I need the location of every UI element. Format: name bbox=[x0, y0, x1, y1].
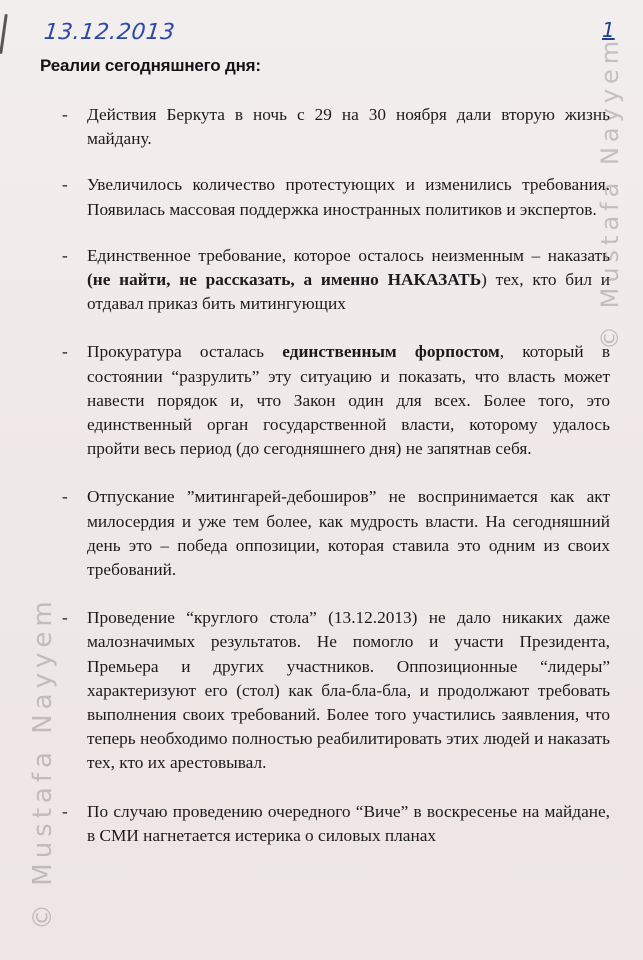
handwritten-page-number: 1 bbox=[602, 18, 615, 42]
bullet-text: Проведение “круглого стола” (13.12.2013) не дало никаких даже малозначимых результатов. Не помогло и участи Президента, Премьера и других участников. Оппозиционные “лидеры” характеризуют его (стол) как бла-бла-бла, и продолжают требовать выполнения своих требований. Более того участились заявления, что теперь необходимо полностью реабилитировать этих людей и наказать тех, кто их арестовывал. bbox=[87, 608, 610, 773]
bullet-text: Действия Беркута в ночь с 29 на 30 ноября дали вторую жизнь майдану. bbox=[87, 105, 610, 149]
watermark-right: © Mustafa Nayyem bbox=[596, 35, 624, 350]
pen-stroke-mark bbox=[0, 14, 8, 54]
list-item bbox=[62, 800, 610, 848]
bullet-bold-text: (не найти, не рассказать, а именно НАКАЗАТЬ bbox=[87, 270, 482, 290]
bullet-dash: - bbox=[62, 105, 68, 124]
bullet-text: Прокуратура осталась bbox=[87, 342, 283, 362]
section-heading: Реалии сегодняшнего дня: bbox=[40, 56, 261, 75]
bullet-dash: - bbox=[62, 245, 68, 265]
bullet-text: По случаю проведению очередного “Виче” в воскресенье на майдане, в СМИ нагнетается истерика о силовых планах bbox=[87, 801, 610, 845]
list-item bbox=[62, 340, 610, 461]
bullet-text: Увеличилось количество протестующих и изменились требования. Появилась массовая поддержка иностранных политиков и экспертов. bbox=[87, 175, 610, 219]
bullet-bold-text: единственным форпостом bbox=[282, 342, 500, 362]
bullet-dash: - bbox=[62, 342, 68, 362]
list-item bbox=[62, 244, 610, 317]
bullet-text: Отпускание ”митингарей-дебоширов” не воспринимается как акт милосердия и уже тем более, как мудрость власти. На сегодняшний день это – победа оппозиции, которая ставила это одним из своих требований. bbox=[87, 487, 610, 580]
bullet-dash: - bbox=[62, 801, 68, 821]
bullet-text: , который в состоянии “разрулить” эту ситуацию и показать, что власть может навести порядок и, что Закон один для всех. Более того, это единственный орган государственной власти, которому удалось пройти весь период (до сегодняшнего дня) не запятнав себя. bbox=[87, 342, 611, 459]
list-item bbox=[62, 606, 610, 775]
bullet-dash: - bbox=[62, 608, 68, 628]
list-item bbox=[62, 103, 610, 151]
bullet-dash: - bbox=[62, 487, 68, 507]
list-item bbox=[62, 485, 610, 582]
bullet-text: ) тех, кто бил и отдавал приказ бить митингующих bbox=[87, 270, 610, 314]
watermark-left: © Mustafa Nayyem bbox=[28, 596, 58, 930]
bullet-dash: - bbox=[62, 175, 68, 195]
list-item bbox=[62, 173, 610, 221]
bullet-list bbox=[62, 103, 610, 872]
bullet-text: Единственное требование, которое осталось неизменным – наказать bbox=[87, 245, 610, 265]
handwritten-date: 13.12.2013 bbox=[42, 20, 177, 45]
